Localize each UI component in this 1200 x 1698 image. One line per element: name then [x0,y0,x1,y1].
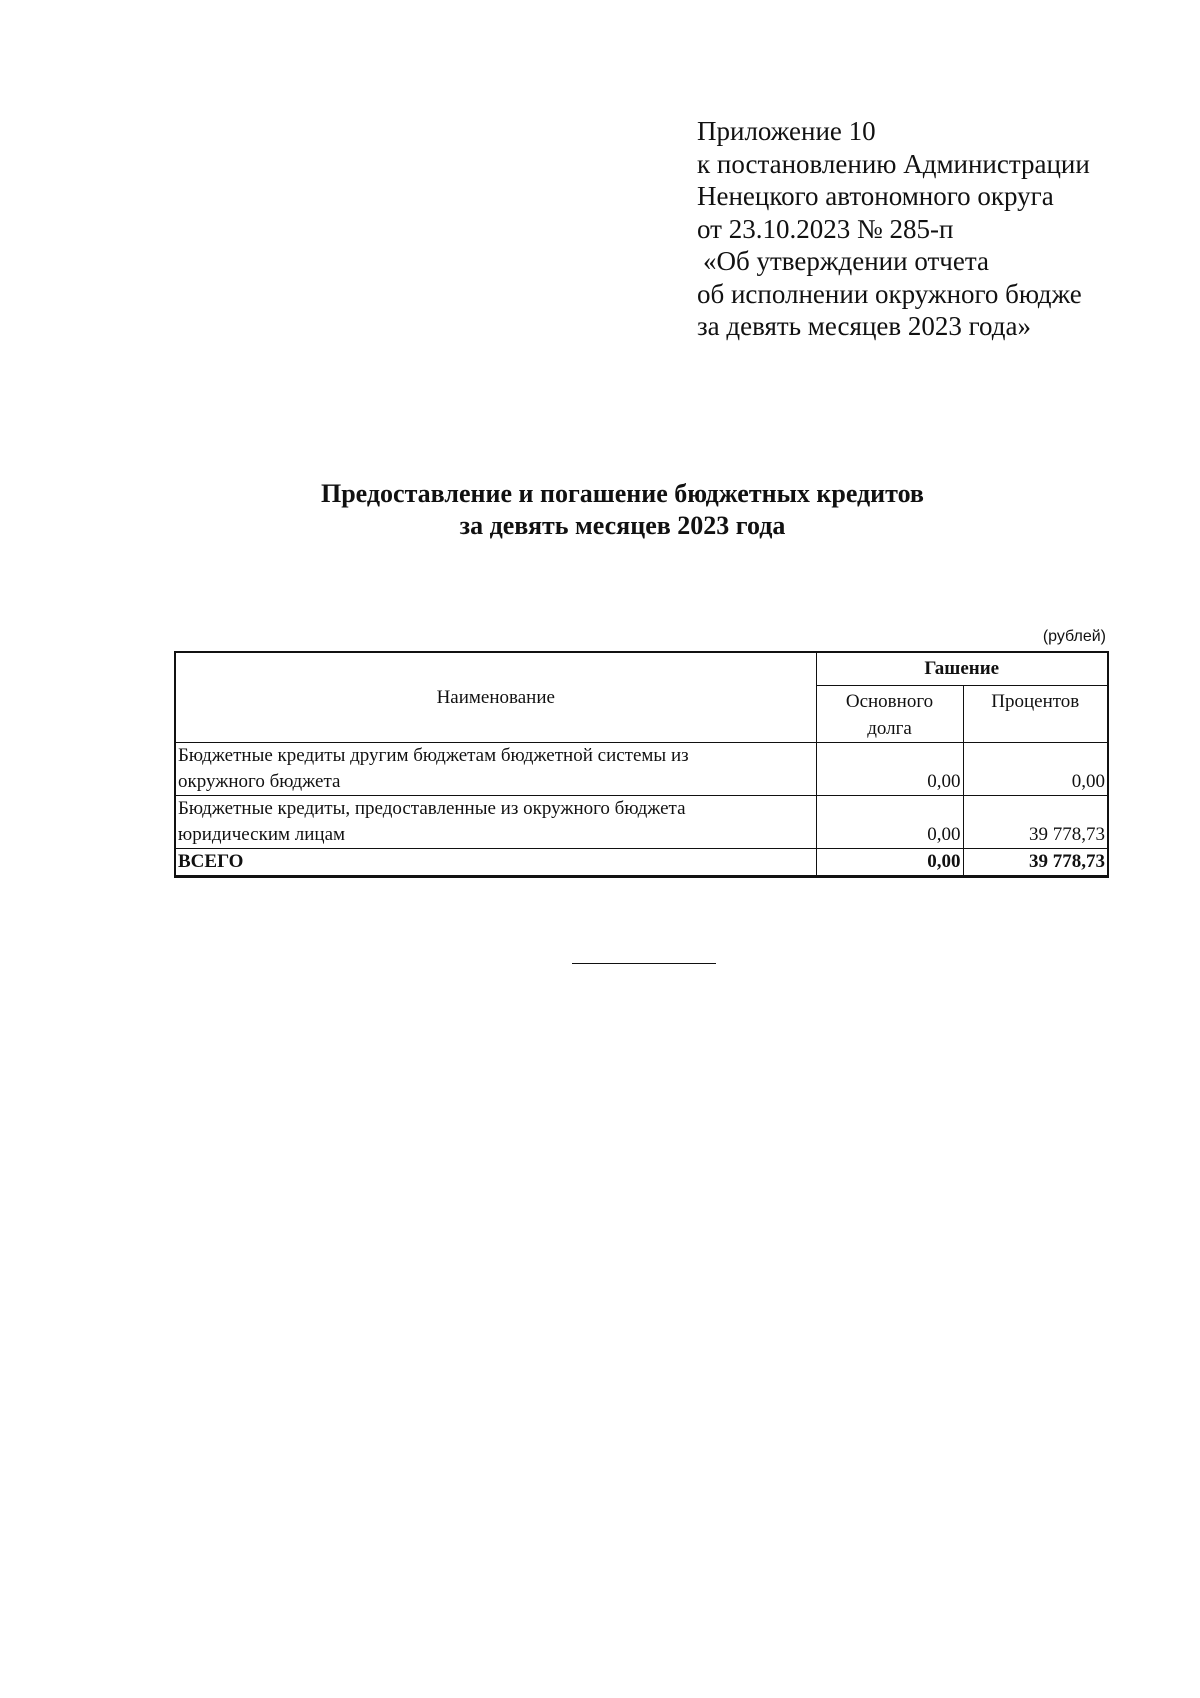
total-interest-cell: 39 778,73 [963,849,1108,877]
attachment-block [697,115,1107,343]
attachment-line: за девять месяцев 2023 года» [697,311,1031,341]
interest-cell: 0,00 [963,743,1108,796]
total-label-cell: ВСЕГО [175,849,816,877]
table-total-row [175,849,1108,877]
table-header-row [175,652,1108,686]
table-row [175,743,1108,796]
attachment-line: от 23.10.2023 № 285-п [697,213,954,244]
main-debt-cell: 0,00 [816,796,963,849]
credits-table [174,651,1109,878]
title-line-2: за девять месяцев 2023 года [459,511,786,540]
interest-cell: 39 778,73 [963,796,1108,849]
row-name-line-1: Бюджетные кредиты другим бюджетам бюджетной системы из [178,745,689,766]
end-of-document-rule [572,963,716,964]
main-debt-header-line-2: долга [867,718,912,739]
document-title [200,478,1045,542]
attachment-line: Ненецкого автономного округа [697,181,1054,211]
column-group-header-repayment: Гашение [816,652,1108,686]
total-main-debt-cell: 0,00 [816,849,963,877]
units-label: (рублей) [1042,628,1106,645]
main-debt-cell: 0,00 [816,743,963,796]
row-name-line-1: Бюджетные кредиты, предоставленные из окружного бюджета [178,798,686,819]
column-header-main-debt [816,686,963,743]
attachment-line: об исполнении окружного бюдже [697,278,1082,309]
column-header-name: Наименование [175,652,816,743]
column-header-interest: Процентов [963,686,1108,743]
row-name-line-2: окружного бюджета [178,771,341,792]
row-name-line-2: юридическим лицам [178,824,346,845]
main-debt-header-line-1: Основного [845,691,934,712]
title-line-1: Предоставление и погашение бюджетных кредитов [321,479,924,508]
table-row [175,796,1108,849]
row-name-cell [175,743,816,796]
attachment-line: «Об утверждении отчета [703,246,989,276]
attachment-line: Приложение 10 [697,116,876,146]
row-name-cell [175,796,816,849]
attachment-line: к постановлению Администрации [697,148,1090,179]
